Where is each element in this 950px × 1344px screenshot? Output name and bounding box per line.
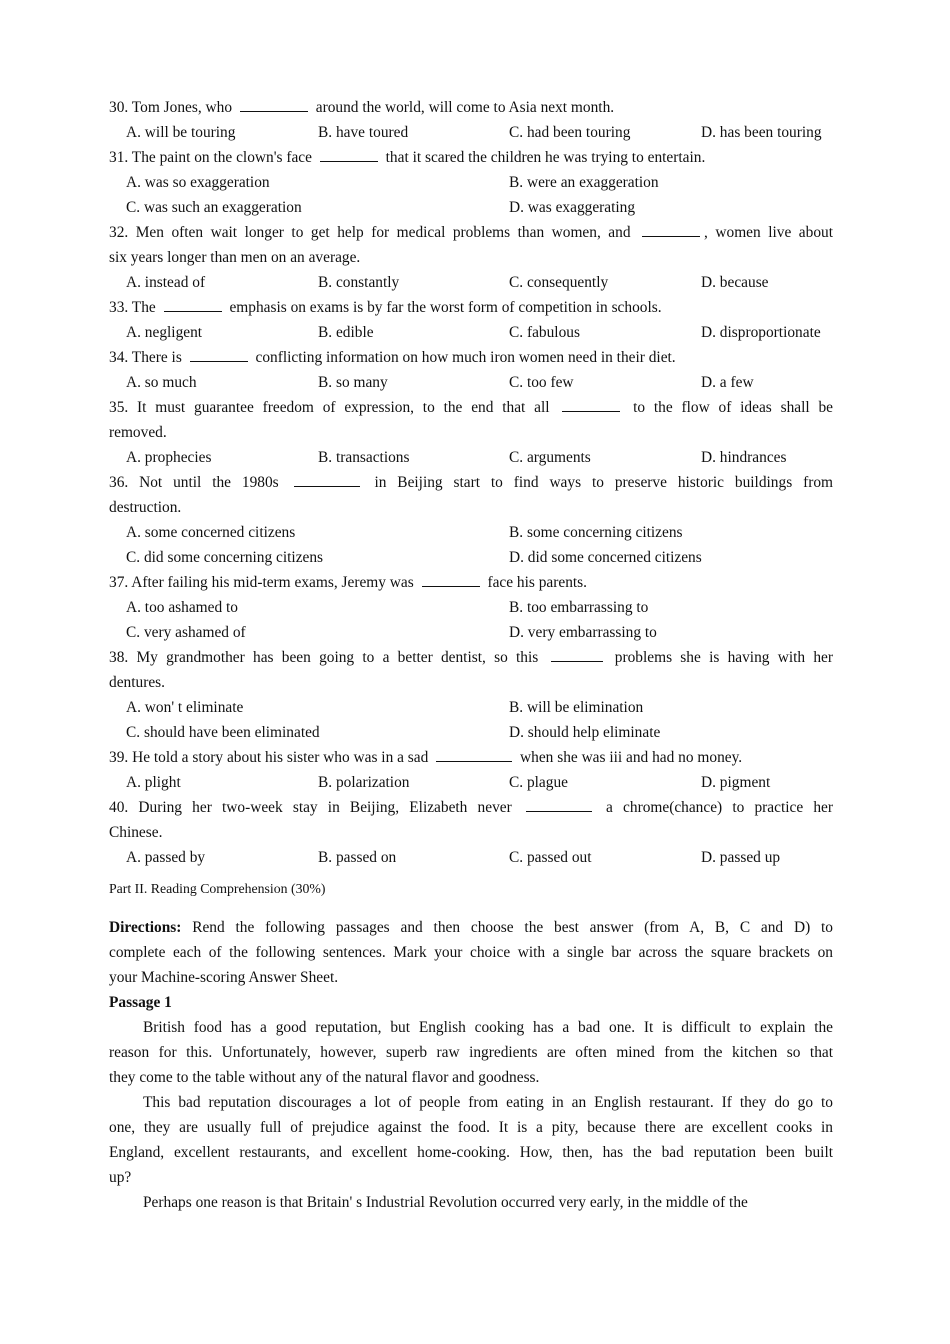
option-c: C. very ashamed of bbox=[126, 624, 246, 641]
passage-line: This bad reputation discourages a lot of people from eating in an English restaurant. If they do go to bbox=[143, 1094, 833, 1111]
stem-text: 30. Tom Jones, who bbox=[109, 99, 236, 116]
option-c: C. was such an exaggeration bbox=[126, 199, 302, 216]
stem-text: problems she is having with her bbox=[606, 649, 833, 666]
question-34 bbox=[109, 345, 833, 395]
option-d: D. because bbox=[701, 274, 769, 291]
option-d: D. pigment bbox=[701, 774, 771, 791]
question-32 bbox=[109, 220, 833, 295]
question-stem bbox=[109, 745, 833, 770]
answer-blank bbox=[294, 471, 360, 487]
directions-line: complete each of the following sentences. Mark your choice with a single bar across the square brackets on bbox=[109, 944, 833, 961]
option-b: B. some concerning citizens bbox=[509, 524, 683, 541]
option-b: B. too embarrassing to bbox=[509, 599, 649, 616]
answer-blank bbox=[240, 96, 308, 112]
option-a: A. some concerned citizens bbox=[126, 524, 296, 541]
question-stem bbox=[109, 670, 833, 695]
stem-text: 38. My grandmother has been going to a better dentist, so this bbox=[109, 649, 547, 666]
question-stem bbox=[109, 820, 833, 845]
option-d: D. should help eliminate bbox=[509, 724, 661, 741]
stem-text: in Beijing start to find ways to preserve historic buildings from bbox=[363, 474, 833, 491]
option-b: B. edible bbox=[318, 324, 374, 341]
stem-text: around the world, will come to Asia next month. bbox=[311, 99, 615, 116]
option-a: A. will be touring bbox=[126, 124, 236, 141]
question-36 bbox=[109, 470, 833, 570]
passage-line: one, they are usually full of prejudice against the food. It is a pity, because there are excellent cooks in bbox=[109, 1119, 833, 1136]
question-35 bbox=[109, 395, 833, 470]
question-stem bbox=[109, 570, 833, 595]
passage-line: reason for this. Unfortunately, however, superb raw ingredients are often mined from the kitchen so that bbox=[109, 1044, 833, 1061]
question-stem bbox=[109, 470, 833, 495]
answer-blank bbox=[190, 346, 248, 362]
option-d: D. very embarrassing to bbox=[509, 624, 657, 641]
directions-label: Directions: bbox=[109, 919, 182, 936]
option-a: A. was so exaggeration bbox=[126, 174, 270, 191]
stem-text: emphasis on exams is by far the worst form of competition in schools. bbox=[225, 299, 662, 316]
answer-blank bbox=[436, 746, 512, 762]
question-38 bbox=[109, 645, 833, 745]
passage-line: up? bbox=[109, 1169, 132, 1186]
passage-line: they come to the table without any of the natural flavor and goodness. bbox=[109, 1069, 540, 1086]
question-40 bbox=[109, 795, 833, 870]
question-stem bbox=[109, 345, 833, 370]
question-39 bbox=[109, 745, 833, 795]
option-c: C. plague bbox=[509, 774, 568, 791]
document-page bbox=[109, 95, 833, 1215]
option-a: A. plight bbox=[126, 774, 181, 791]
answer-blank bbox=[164, 296, 222, 312]
option-d: D. disproportionate bbox=[701, 324, 821, 341]
option-c: C. too few bbox=[509, 374, 574, 391]
option-d: D. hindrances bbox=[701, 449, 787, 466]
option-b: B. were an exaggeration bbox=[509, 174, 659, 191]
option-b: B. passed on bbox=[318, 849, 397, 866]
part2-heading: Part II. Reading Comprehension (30%) bbox=[109, 881, 326, 896]
passage-line: British food has a good reputation, but English cooking has a bad one. It is difficult to explain the bbox=[143, 1019, 833, 1036]
question-stem bbox=[109, 295, 833, 320]
option-a: A. negligent bbox=[126, 324, 203, 341]
directions-line: Rend the following passages and then choose the best answer (from A, B, C and D) to bbox=[181, 919, 833, 936]
stem-text: 40. During her two-week stay in Beijing, Elizabeth never bbox=[109, 799, 522, 816]
stem-text: 39. He told a story about his sister who was in a sad bbox=[109, 749, 433, 766]
directions-line: your Machine-scoring Answer Sheet. bbox=[109, 969, 339, 986]
option-c: C. should have been eliminated bbox=[126, 724, 320, 741]
question-stem bbox=[109, 645, 833, 670]
answer-blank bbox=[422, 571, 480, 587]
option-a: A. won' t eliminate bbox=[126, 699, 244, 716]
option-b: B. so many bbox=[318, 374, 388, 391]
passage-line: England, excellent restaurants, and excellent home-cooking. How, then, has the bad reputation been built bbox=[109, 1144, 833, 1161]
stem-text: 36. Not until the 1980s bbox=[109, 474, 290, 491]
option-a: A. too ashamed to bbox=[126, 599, 238, 616]
passage-body bbox=[109, 1015, 833, 1215]
passage-paragraph bbox=[109, 1015, 833, 1090]
stem-text: 34. There is bbox=[109, 349, 186, 366]
option-a: A. instead of bbox=[126, 274, 206, 291]
stem-text: 32. Men often wait longer to get help for medical problems than women, and bbox=[109, 224, 639, 241]
question-list bbox=[109, 95, 833, 870]
passage-paragraph bbox=[109, 1190, 833, 1215]
option-d: D. passed up bbox=[701, 849, 781, 866]
option-c: C. passed out bbox=[509, 849, 592, 866]
option-d: D. did some concerned citizens bbox=[509, 549, 702, 566]
option-d: D. a few bbox=[701, 374, 754, 391]
stem-text: 35. It must guarantee freedom of expression, to the end that all bbox=[109, 399, 559, 416]
option-d: D. has been touring bbox=[701, 124, 822, 141]
answer-blank bbox=[320, 146, 378, 162]
question-stem bbox=[109, 395, 833, 420]
stem-text: , women live about bbox=[704, 224, 833, 241]
stem-text: when she was iii and had no money. bbox=[516, 749, 743, 766]
question-stem bbox=[109, 245, 833, 270]
stem-text: 33. The bbox=[109, 299, 160, 316]
question-37 bbox=[109, 570, 833, 645]
question-stem bbox=[109, 795, 833, 820]
directions bbox=[109, 915, 833, 990]
question-stem bbox=[109, 495, 833, 520]
option-a: A. prophecies bbox=[126, 449, 212, 466]
question-30 bbox=[109, 95, 833, 145]
question-33 bbox=[109, 295, 833, 345]
stem-text: that it scared the children he was trying to entertain. bbox=[381, 149, 706, 166]
stem-text: dentures. bbox=[109, 674, 165, 691]
stem-text: a chrome(chance) to practice her bbox=[595, 799, 833, 816]
stem-text: Chinese. bbox=[109, 824, 163, 841]
option-a: A. so much bbox=[126, 374, 197, 391]
stem-text: six years longer than men on an average. bbox=[109, 249, 361, 266]
answer-blank bbox=[642, 221, 700, 237]
option-c: C. consequently bbox=[509, 274, 609, 291]
question-stem bbox=[109, 420, 833, 445]
answer-blank bbox=[551, 646, 603, 662]
question-stem bbox=[109, 220, 833, 245]
stem-text: 37. After failing his mid-term exams, Jeremy was bbox=[109, 574, 418, 591]
option-d: D. was exaggerating bbox=[509, 199, 636, 216]
option-b: B. will be elimination bbox=[509, 699, 644, 716]
question-31 bbox=[109, 145, 833, 220]
stem-text: conflicting information on how much iron women need in their diet. bbox=[251, 349, 676, 366]
passage-title: Passage 1 bbox=[109, 994, 172, 1011]
option-a: A. passed by bbox=[126, 849, 206, 866]
option-c: C. had been touring bbox=[509, 124, 631, 141]
option-c: C. did some concerning citizens bbox=[126, 549, 324, 566]
stem-text: destruction. bbox=[109, 499, 182, 516]
stem-text: to the flow of ideas shall be bbox=[624, 399, 833, 416]
passage-line: Perhaps one reason is that Britain' s Industrial Revolution occurred very early, in the middle of the bbox=[143, 1194, 748, 1211]
option-c: C. arguments bbox=[509, 449, 591, 466]
answer-blank bbox=[526, 796, 592, 812]
option-b: B. polarization bbox=[318, 774, 410, 791]
question-stem bbox=[109, 95, 833, 120]
stem-text: face his parents. bbox=[483, 574, 588, 591]
stem-text: removed. bbox=[109, 424, 167, 441]
option-b: B. have toured bbox=[318, 124, 409, 141]
option-b: B. transactions bbox=[318, 449, 410, 466]
option-c: C. fabulous bbox=[509, 324, 580, 341]
option-b: B. constantly bbox=[318, 274, 400, 291]
stem-text: 31. The paint on the clown's face bbox=[109, 149, 316, 166]
passage-paragraph bbox=[109, 1090, 833, 1190]
question-stem bbox=[109, 145, 833, 170]
answer-blank bbox=[562, 396, 620, 412]
